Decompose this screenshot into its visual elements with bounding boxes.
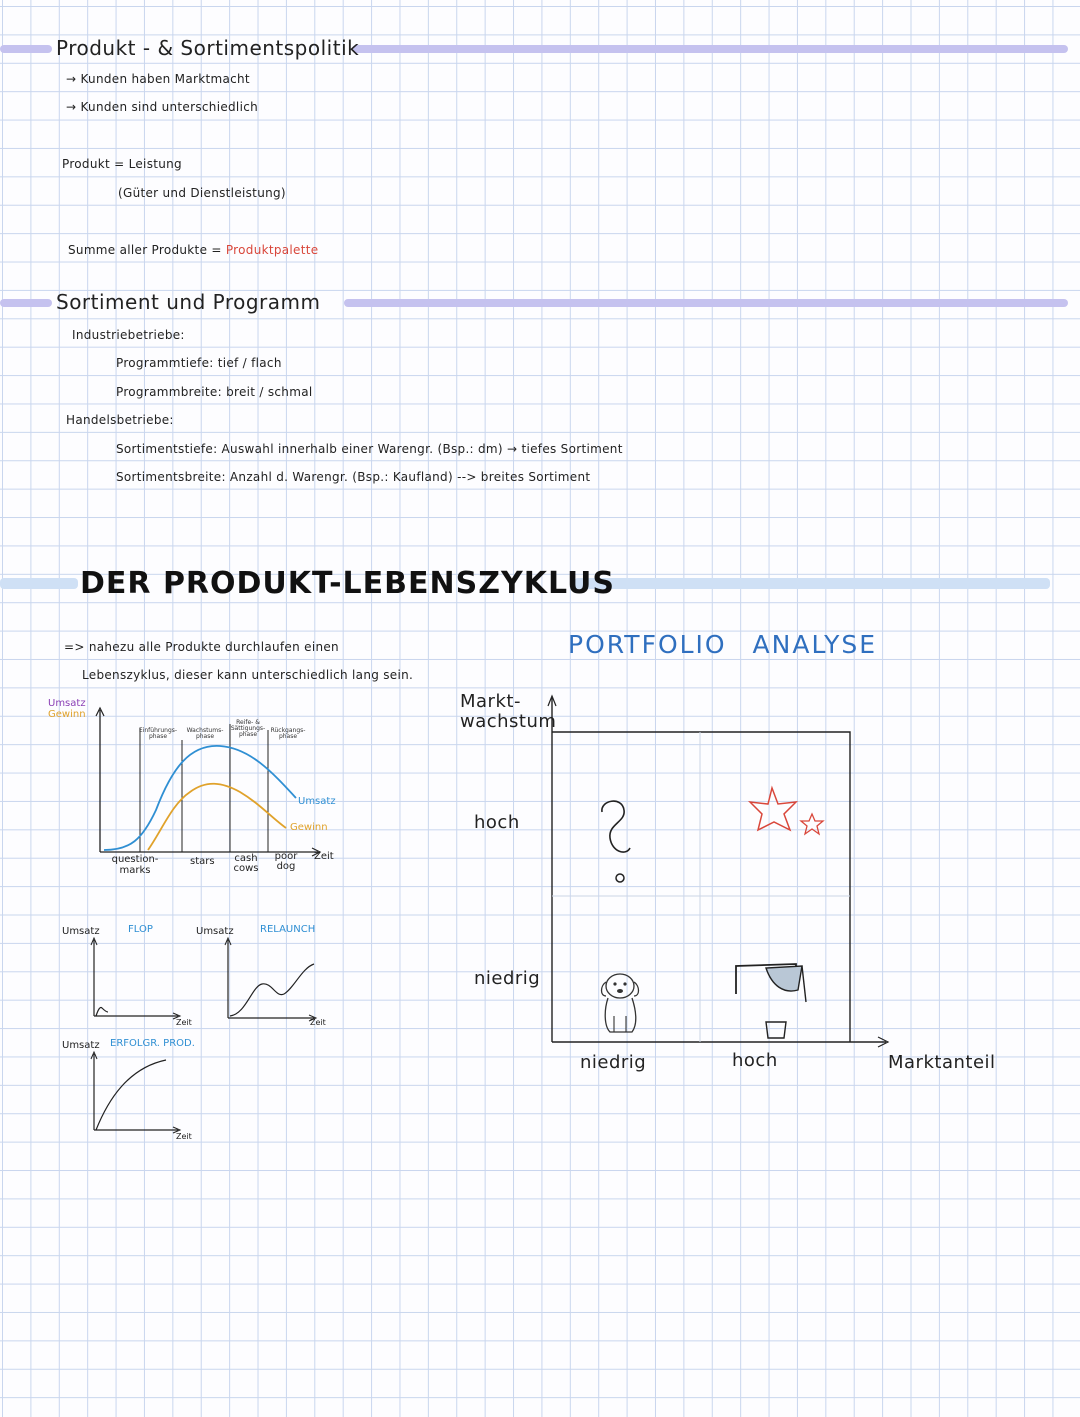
relaunch-y-label: Umsatz (196, 926, 234, 937)
arrow-icon: → (66, 72, 77, 86)
intro-line-2: Lebenszyklus, dieser kann unterschiedlich lang sein. (82, 668, 414, 682)
sortimentstiefe: Sortimentstiefe: Auswahl innerhalb einer Warengr. (Bsp.: dm) → tiefes Sortiment (116, 442, 623, 456)
flop-curve (96, 1007, 108, 1016)
title-highlight-right (352, 45, 1068, 53)
x-axis-title: Marktanteil (888, 1052, 996, 1073)
title-highlight-right (344, 299, 1068, 307)
bullet-1 (66, 72, 250, 86)
curve-gewinn-label: Gewinn (290, 822, 328, 833)
flop-x-label: Zeit (176, 1018, 192, 1027)
bcg-label-cash-cows: cash cows (233, 853, 259, 874)
intro-line-1: => nahezu alle Produkte durchlaufen einen (64, 640, 339, 654)
erfolg-chart (88, 1050, 198, 1140)
portfolio-matrix (540, 690, 890, 1060)
section1-title: Produkt - & Sortimentspolitik (56, 36, 360, 60)
erfolg-x-label: Zeit (176, 1132, 192, 1141)
handel-label: Handelsbetriebe: (66, 413, 174, 427)
title-highlight-left (0, 578, 78, 589)
curve-umsatz-label: Umsatz (298, 796, 336, 807)
cash-cow-icon (736, 964, 806, 1038)
axis-zeit-label: Zeit (314, 851, 334, 862)
arrow-icon: → (66, 100, 77, 114)
y-label-niedrig: niedrig (474, 968, 541, 989)
section2-title: Sortiment und Programm (56, 290, 321, 314)
title-highlight-left (0, 45, 52, 53)
relaunch-chart (222, 936, 332, 1026)
flop-chart (88, 936, 198, 1026)
phase-label-reife: Reife- & Sättigungs-phase (230, 719, 266, 738)
produkt-sub: (Güter und Dienstleistung) (118, 186, 286, 200)
bullet-2-text: Kunden sind unterschiedlich (80, 100, 259, 114)
bcg-label-poor-dog: poor dog (274, 851, 298, 872)
section3-title: DER PRODUKT-LEBENSZYKLUS (80, 566, 615, 601)
lifecycle-chart (90, 700, 350, 870)
programmbreite: Programmbreite: breit / schmal (116, 385, 313, 399)
bullet-2 (66, 100, 258, 114)
y-label-hoch: hoch (474, 812, 520, 833)
erfolg-y-label: Umsatz (62, 1040, 100, 1051)
portfolio-title: PORTFOLIO ANALYSE (568, 630, 878, 659)
summe-prefix: Summe aller Produkte = (68, 243, 222, 257)
y-axis-title: Markt-wachstum (460, 691, 557, 732)
star-icon (750, 788, 823, 834)
flop-y-label: Umsatz (62, 926, 100, 937)
x-label-niedrig: niedrig (580, 1052, 647, 1073)
erfolg-title: ERFOLGR. PROD. (110, 1038, 195, 1049)
sortimentsbreite: Sortimentsbreite: Anzahl d. Warengr. (Bsp.: Kaufland) --> breites Sortiment (116, 470, 591, 484)
poor-dog-icon (602, 974, 639, 1032)
title-highlight-left (0, 299, 52, 307)
industrie-label: Industriebetriebe: (72, 328, 185, 342)
flop-title: FLOP (128, 924, 153, 935)
phase-label-einfuehrung: Einführungs-phase (138, 727, 178, 740)
phase-label-rueckgang: Rückgangs-phase (270, 727, 306, 740)
relaunch-title: RELAUNCH (260, 924, 316, 935)
produktpalette-highlight: Produktpalette (225, 243, 319, 257)
phase-label-wachstum: Wachstums-phase (186, 727, 224, 740)
relaunch-curve (230, 964, 314, 1016)
title-highlight-right (574, 578, 1050, 589)
x-label-hoch: hoch (732, 1050, 778, 1071)
bullet-1-text: Kunden haben Marktmacht (80, 72, 250, 86)
erfolg-curve (96, 1060, 166, 1130)
question-mark-icon (602, 801, 630, 882)
axis-umsatz-label: Umsatz (48, 698, 86, 709)
relaunch-x-label: Zeit (310, 1018, 326, 1027)
bcg-label-stars: stars (190, 856, 215, 867)
programmtiefe: Programmtiefe: tief / flach (116, 356, 282, 370)
produkt-line: Produkt = Leistung (62, 157, 182, 171)
axis-gewinn-label: Gewinn (48, 709, 86, 720)
umsatz-curve (104, 746, 296, 850)
summe-line (68, 243, 318, 257)
bcg-label-question-marks: question-marks (111, 854, 159, 876)
gewinn-curve (148, 784, 286, 850)
